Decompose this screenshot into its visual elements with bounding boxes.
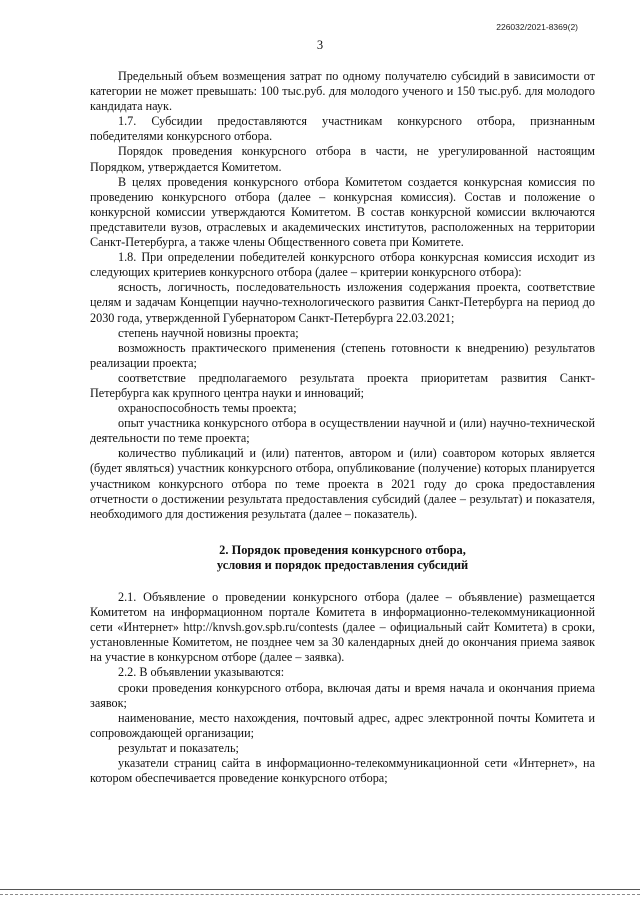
criteria-item: степень научной новизны проекта; [118,325,299,340]
paragraph: 1.8. При определении победителей конкурсного отбора конкурсная комиссия исходит из следующих критериев конкурсного отбора (далее – критерии конкурсного отбора): [90,250,595,280]
announcement-item: результат и показатель; [118,740,239,755]
document-body [90,69,595,786]
paragraph: Порядок проведения конкурсного отбора в части, не урегулированной настоящим Порядком, утверждается Комитетом. [90,144,595,174]
page-number: 3 [316,38,324,52]
paragraph: В целях проведения конкурсного отбора Комитетом создается конкурсная комиссия по проведению конкурсного отбора (далее – конкурсная комиссия). Состав и положение о конкурсной комиссии утверждаются Комитетом. В состав конкурсной комиссии включаются представители вузов, отраслевых и академических институтов, расположенных на территории Санкт-Петербурга, а также члены Общественного совета при Комитете. [90,174,595,250]
section-heading-line: 2. Порядок проведения конкурсного отбора, [219,542,466,557]
footer-divider [0,889,640,895]
criteria-item: ясность, логичность, последовательность изложения содержания проекта, соответствие целям и задачам Концепции научно-технологического развития Санкт-Петербурга на период до 2030 года, утвержденной Губернатором Санкт-Петербурга 22.03.2021; [90,280,595,325]
document-registration-number: 226032/2021-8369(2) [496,22,578,32]
criteria-item: опыт участника конкурсного отбора в осуществлении научной и (или) научно-технической деятельности по теме проекта; [90,416,595,446]
paragraph: 1.7. Субсидии предоставляются участникам конкурсного отбора, признанным победителями конкурсного отбора. [90,114,595,144]
criteria-item: соответствие предполагаемого результата проекта приоритетам развития Санкт-Петербурга как крупного центра науки и инноваций; [90,370,595,400]
criteria-item: количество публикаций и (или) патентов, автором и (или) соавтором которых является (будет являться) участник конкурсного отбора, опубликование (получение) которых планируется участником конкурсного отбора по теме проекта в 2021 году до срока предоставления отчетности о достижении результата предоставления субсидий (далее – результат) и показателя, необходимого для достижения результата (далее – показатель). [90,446,595,521]
section-heading-line: условия и порядок предоставления субсидий [216,557,469,572]
paragraph: 2.1. Объявление о проведении конкурсного отбора (далее – объявление) размещается Комитетом на информационном портале Комитета в информационно-телекоммуникационной сети «Интернет» http://knvsh.gov.spb.ru/contests (далее – официальный сайт Комитета) в сроки, установленные Комитетом, не позднее чем за 30 календарных дней до окончания приема заявок на участие в конкурсном отборе (далее – заявка). [90,590,595,665]
paragraph: Предельный объем возмещения затрат по одному получателю субсидий в зависимости от категории не может превышать: 100 тыс.руб. для молодого ученого и 150 тыс.руб. для молодого кандидата наук. [90,69,595,114]
announcement-item: наименование, место нахождения, почтовый адрес, адрес электронной почты Комитета и сопровождающей организации; [90,710,595,740]
announcement-item: сроки проведения конкурсного отбора, включая даты и время начала и окончания приема заявок; [90,680,595,710]
criteria-item: охраноспособность темы проекта; [118,401,297,416]
announcement-item: указатели страниц сайта в информационно-телекоммуникационной сети «Интернет», на котором обеспечивается проведение конкурсного отбора; [90,756,595,786]
paragraph: 2.2. В объявлении указываются: [118,665,285,680]
criteria-item: возможность практического применения (степень готовности к внедрению) результатов реализации проекта; [90,340,595,370]
section-heading [90,543,595,573]
